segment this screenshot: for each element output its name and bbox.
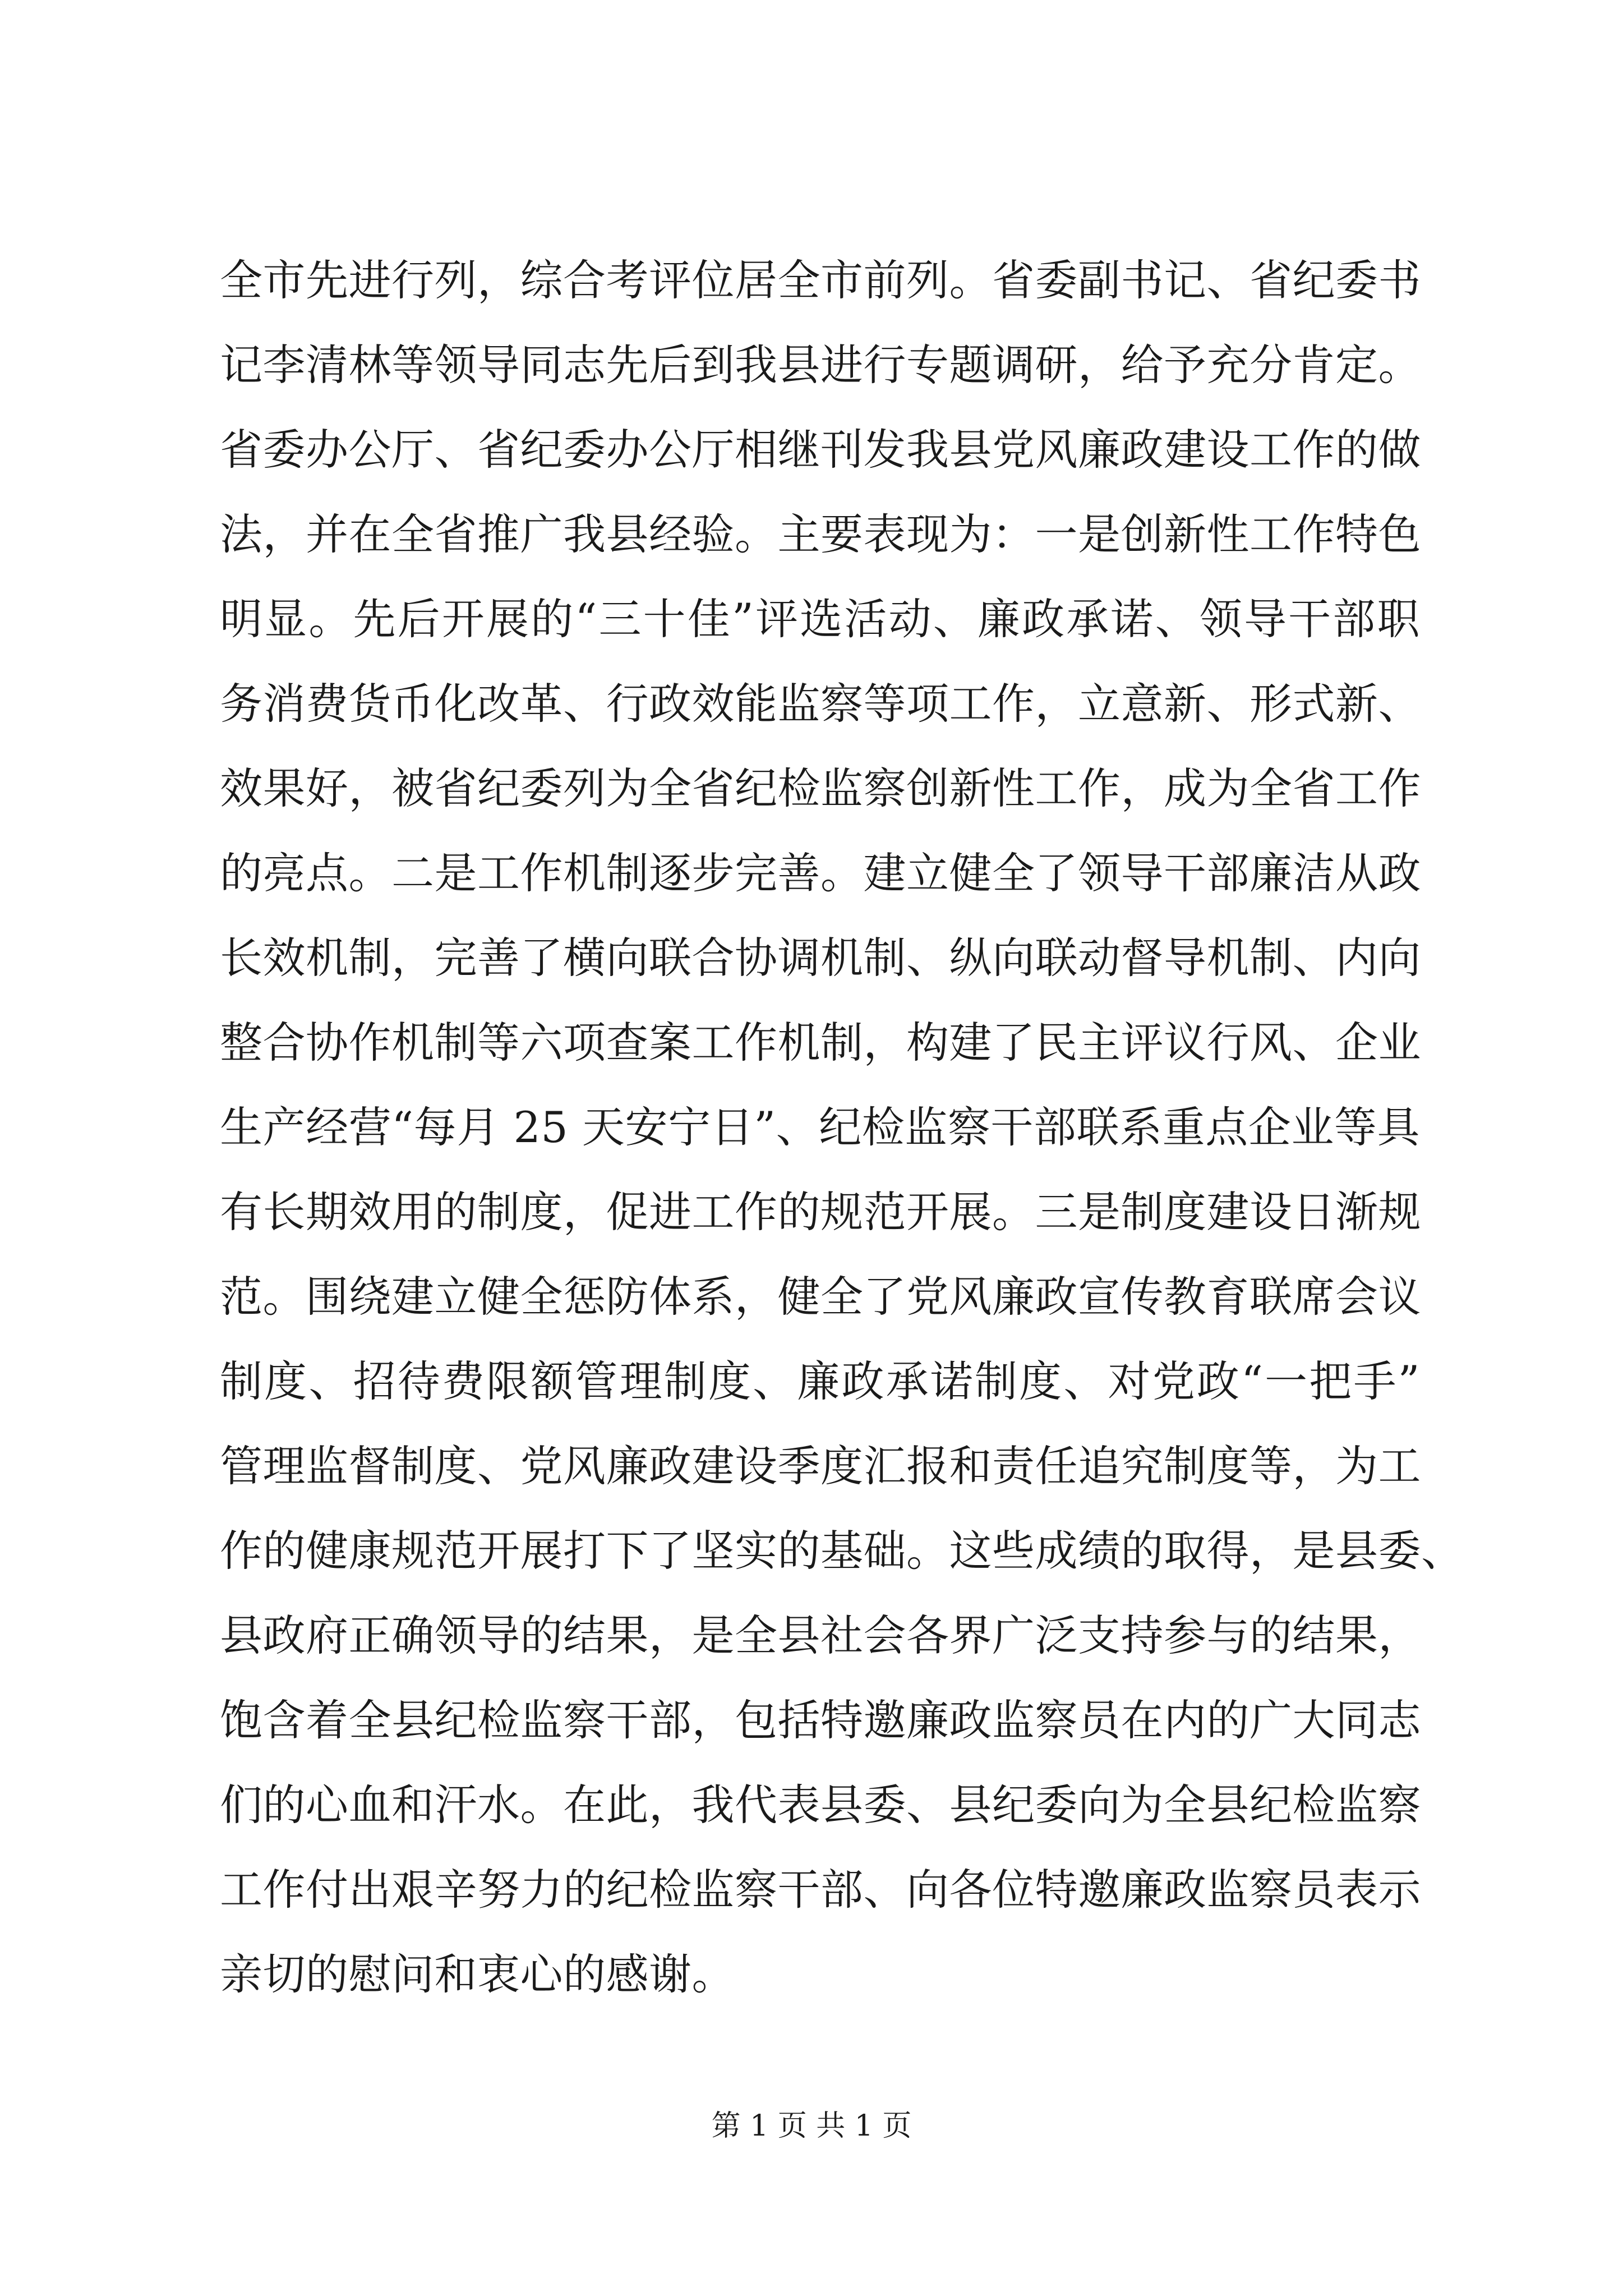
text-line: 们的心血和汗水。在此，我代表县委、县纪委向为全县纪检监察 <box>220 1780 1421 1830</box>
text-line: 的亮点。二是工作机制逐步完善。建立健全了领导干部廉洁从政 <box>220 848 1421 898</box>
text-line: 省委办公厅、省纪委办公厅相继刊发我县党风廉政建设工作的做 <box>220 425 1421 475</box>
text-line: 整合协作机制等六项查案工作机制，构建了民主评议行风、企业 <box>220 1018 1421 1068</box>
text-line: 工作付出艰辛努力的纪检监察干部、向各位特邀廉政监察员表示 <box>220 1865 1421 1915</box>
text-line: 管理监督制度、党风廉政建设季度汇报和责任追究制度等，为工 <box>220 1441 1421 1491</box>
text-line: 有长期效用的制度，促进工作的规范开展。三是制度建设日渐规 <box>220 1187 1421 1237</box>
text-line: 县政府正确领导的结果，是全县社会各界广泛支持参与的结果， <box>220 1611 1421 1660</box>
text-line: 范。围绕建立健全惩防体系，健全了党风廉政宣传教育联席会议 <box>220 1272 1421 1322</box>
text-line: 法，并在全省推广我县经验。主要表现为：一是创新性工作特色 <box>220 509 1421 559</box>
text-line: 饱含着全县纪检监察干部，包括特邀廉政监察员在内的广大同志 <box>220 1695 1421 1745</box>
body-paragraph <box>220 238 1464 2017</box>
text-line: 生产经营“每月 25 天安宁日”、纪检监察干部联系重点企业等具 <box>220 1102 1420 1152</box>
text-line: 作的健康规范开展打下了坚实的基础。这些成绩的取得，是县委、 <box>220 1526 1464 1576</box>
text-line: 效果好，被省纪委列为全省纪检监察创新性工作，成为全省工作 <box>220 763 1421 813</box>
text-line: 记李清林等领导同志先后到我县进行专题调研，给予充分肯定。 <box>220 340 1421 390</box>
page-footer: 第 1 页 共 1 页 <box>711 2109 912 2143</box>
text-line: 长效机制，完善了横向联合协调机制、纵向联动督导机制、内向 <box>220 933 1421 983</box>
text-line: 制度、招待费限额管理制度、廉政承诺制度、对党政“一把手” <box>220 1356 1420 1406</box>
text-line: 明显。先后开展的“三十佳”评选活动、廉政承诺、领导干部职 <box>220 594 1420 644</box>
text-line: 务消费货币化改革、行政效能监察等项工作，立意新、形式新、 <box>220 679 1421 729</box>
text-line: 全市先进行列，综合考评位居全市前列。省委副书记、省纪委书 <box>220 255 1421 305</box>
text-line: 亲切的慰问和衷心的感谢。 <box>220 1949 735 1999</box>
